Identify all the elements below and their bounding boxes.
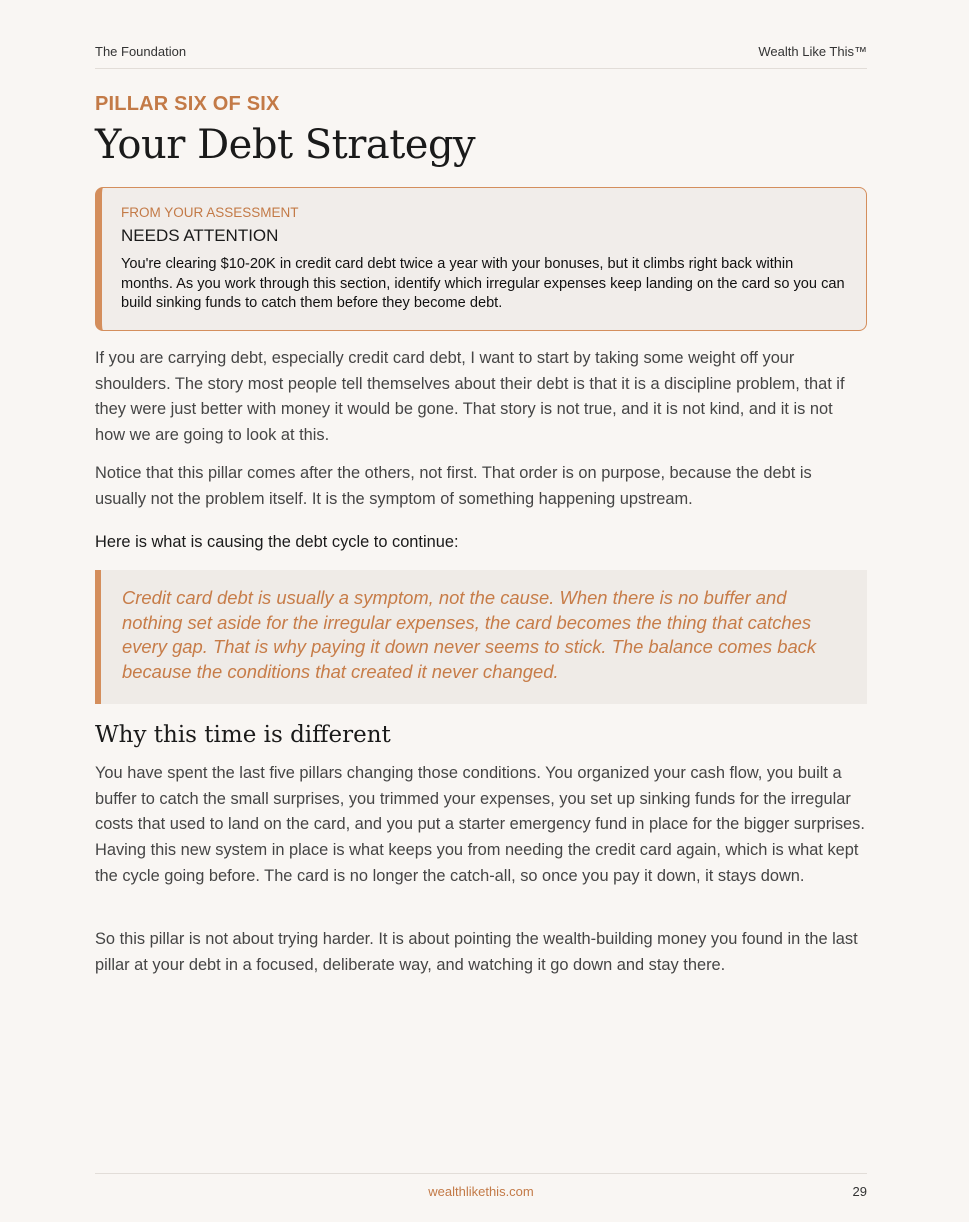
pull-quote-text: Credit card debt is usually a symptom, not the cause. When there is no buffer and nothing set aside for the irregular expenses, the card becomes the thing that catches every gap. That is why paying it down never seems to stick. The balance comes back because the conditions that created it never changed.: [122, 587, 817, 683]
header-section-title: The Foundation: [95, 44, 187, 59]
section-paragraph-2: So this pillar is not about trying harder. It is about pointing the wealth-building money you found in the last pillar at your debt in a focused, deliberate way, and watching it go down and stay there.: [95, 930, 858, 974]
lead-sentence: Here is what is causing the debt cycle to continue:: [95, 533, 459, 551]
assessment-label: FROM YOUR ASSESSMENT: [121, 205, 299, 220]
assessment-status: NEEDS ATTENTION: [121, 226, 279, 245]
document-page: [95, 0, 867, 1222]
footer-website-link[interactable]: wealthlikethis.com: [428, 1184, 534, 1199]
section-heading: Why this time is different: [95, 722, 391, 748]
page-title: Your Debt Strategy: [95, 122, 476, 168]
section-paragraph-1: You have spent the last five pillars changing those conditions. You organized your cash flow, you built a buffer to catch the small surprises, you trimmed your expenses, you set up sinking funds for the irregular costs that used to land on the card, and you put a starter emergency fund in place for the bigger surprises. Having this new system in place is what keeps you from needing the credit card again, which is what kept the cycle going before. The card is no longer the catch-all, so once you pay it down, it stays down.: [95, 764, 865, 885]
assessment-text: You're clearing $10-20K in credit card debt twice a year with your bonuses, but it climbs right back within months. As you work through this section, identify which irregular expenses keep landing on the card so you can build sinking funds to catch them before they become debt.: [121, 256, 845, 311]
assessment-box: [95, 187, 867, 331]
page-number: 29: [852, 1184, 867, 1199]
pull-quote: [95, 570, 867, 704]
header-brand: Wealth Like This™: [758, 44, 867, 59]
page-footer: [95, 1173, 867, 1214]
intro-paragraph-2: Notice that this pillar comes after the others, not first. That order is on purpose, because the debt is usually not the problem itself. It is the symptom of something happening upstream.: [95, 464, 812, 508]
pillar-eyebrow: PILLAR SIX OF SIX: [95, 93, 280, 115]
running-header: [95, 44, 867, 69]
intro-paragraph-1: If you are carrying debt, especially credit card debt, I want to start by taking some weight off your shoulders. The story most people tell themselves about their debt is that it is a discipline problem, that if they were just better with money it would be gone. That story is not true, and it is not kind, and it is not how we are going to look at this.: [95, 349, 845, 445]
